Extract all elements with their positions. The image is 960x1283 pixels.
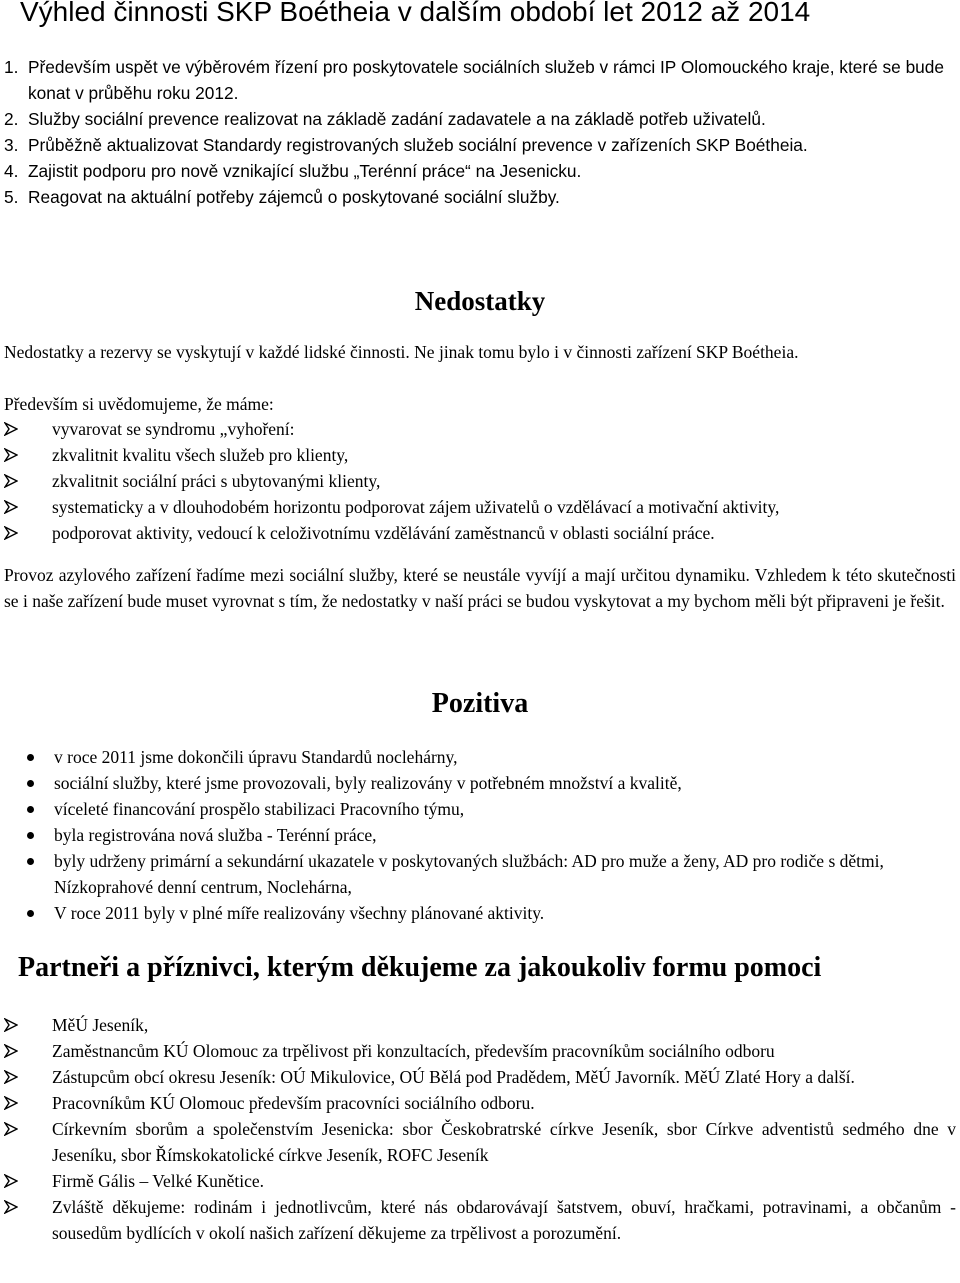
- list-item: [4, 468, 956, 494]
- list-item: [4, 822, 956, 848]
- item-text: Zástupcům obcí okresu Jeseník: OÚ Mikulovice, OÚ Bělá pod Pradědem, MěÚ Javorník. MěÚ Zlaté Hory a další.: [52, 1067, 855, 1087]
- list-item: [4, 520, 956, 546]
- item-text: zkvalitnit kvalitu všech služeb pro klienty,: [52, 445, 349, 465]
- list-item: [4, 494, 956, 520]
- bullet-dot-icon: [27, 832, 34, 839]
- arrow-bullet-icon: [4, 1018, 18, 1032]
- nedostatky-lead: Především si uvědomujeme, že máme:: [4, 394, 274, 414]
- bullet-dot-icon: [27, 806, 34, 813]
- partneri-heading: Partneři a příznivci, kterým děkujeme za jakoukoliv formu pomoci: [18, 952, 822, 983]
- item-number: 4.: [4, 161, 19, 181]
- arrow-bullet-icon: [4, 474, 18, 488]
- item-text: Zajistit podporu pro nově vznikající službu „Terénní práce“ na Jesenicku.: [28, 161, 582, 181]
- list-item: [4, 106, 954, 132]
- item-text: systematicky a v dlouhodobém horizontu podporovat zájem uživatelů o vzdělávací a motivační aktivity,: [52, 497, 780, 517]
- item-text: podporovat aktivity, vedoucí k celoživotnímu vzdělávání zaměstnanců v oblasti sociální práce.: [52, 523, 715, 543]
- arrow-bullet-icon: [4, 1096, 18, 1110]
- item-text: Zaměstnancům KÚ Olomouc za trpělivost při konzultacích, především pracovníkům sociálního odboru: [52, 1041, 775, 1061]
- pozitiva-list: [4, 744, 956, 926]
- item-text: víceleté financování prospělo stabilizaci Pracovního týmu,: [54, 799, 465, 819]
- item-text: MěÚ Jeseník,: [52, 1015, 149, 1035]
- list-item: [4, 442, 956, 468]
- item-text: byly udrženy primární a sekundární ukazatele v poskytovaných službách: AD pro muže a ženy, AD pro rodiče s dětmi, Nízkoprahové denní centrum, Noclehárna,: [54, 851, 884, 897]
- list-item: [4, 158, 954, 184]
- item-text: Pracovníkům KÚ Olomouc především pracovníci sociálního odboru.: [52, 1093, 535, 1113]
- nedostatky-list: [4, 416, 956, 546]
- arrow-bullet-icon: [4, 1122, 18, 1136]
- item-text: V roce 2011 byly v plné míře realizovány všechny plánované aktivity.: [54, 903, 545, 923]
- item-number: 3.: [4, 135, 19, 155]
- item-text: Zvláště děkujeme: rodinám i jednotlivcům, které nás obdarovávají šatstvem, obuví, hračkami, potravinami, a občanům - sousedům bydlících v okolí našich zařízení děkujeme za trpělivost a porozumění.: [52, 1197, 956, 1243]
- bullet-dot-icon: [27, 910, 34, 917]
- arrow-bullet-icon: [4, 526, 18, 540]
- list-item: [4, 1194, 956, 1246]
- item-number: 2.: [4, 109, 19, 129]
- item-text: byla registrována nová služba - Terénní práce,: [54, 825, 377, 845]
- list-item: [4, 900, 956, 926]
- item-text: Průběžně aktualizovat Standardy registrovaných služeb sociální prevence v zařízeních SKP Boétheia.: [28, 135, 808, 155]
- partneri-list: [4, 1012, 956, 1246]
- arrow-bullet-icon: [4, 1174, 18, 1188]
- list-item: [4, 1168, 956, 1194]
- nedostatky-closing: Provoz azylového zařízení řadíme mezi sociální služby, které se neustále vyvíjí a mají určitou dynamiku. Vzhledem k této skutečnosti se i naše zařízení bude muset vyrovnat s tím, že nedostatky v naší práci se budou vyskytovat a my bychom měli být připraveni je řešit.: [4, 565, 956, 611]
- list-item: [4, 744, 956, 770]
- list-item: [4, 1090, 956, 1116]
- item-number: 1.: [4, 57, 19, 77]
- nedostatky-intro: Nedostatky a rezervy se vyskytují v každé lidské činnosti. Ne jinak tomu bylo i v činnosti zařízení SKP Boétheia.: [4, 342, 799, 362]
- item-text: Služby sociální prevence realizovat na základě zadání zadavatele a na základě potřeb uživatelů.: [28, 109, 766, 129]
- bullet-dot-icon: [27, 858, 34, 865]
- pozitiva-heading: Pozitiva: [431, 688, 529, 719]
- list-item: [4, 1038, 956, 1064]
- arrow-bullet-icon: [4, 448, 18, 462]
- list-item: [4, 770, 956, 796]
- item-number: 5.: [4, 187, 19, 207]
- item-text: sociální služby, které jsme provozovali, byly realizovány v potřebném množství a kvalitě,: [54, 773, 682, 793]
- list-item: [4, 1012, 956, 1038]
- item-text: vyvarovat se syndromu „vyhoření:: [52, 419, 295, 439]
- list-item: [4, 54, 954, 106]
- bullet-dot-icon: [27, 780, 34, 787]
- item-text: zkvalitnit sociální práci s ubytovanými klienty,: [52, 471, 381, 491]
- item-text: v roce 2011 jsme dokončili úpravu Standardů noclehárny,: [54, 747, 458, 767]
- list-item: [4, 796, 956, 822]
- list-item: [4, 848, 956, 900]
- item-text: Církevním sborům a společenstvím Jesenicka: sbor Českobratrské církve Jeseník, sbor Církve adventistů sedmého dne v Jeseníku, sbor Římskokatolické církve Jeseník, ROFC Jeseník: [52, 1119, 956, 1165]
- item-text: Reagovat na aktuální potřeby zájemců o poskytované sociální služby.: [28, 187, 560, 207]
- item-text: Firmě Gális – Velké Kunětice.: [52, 1171, 265, 1191]
- arrow-bullet-icon: [4, 500, 18, 514]
- list-item: [4, 184, 954, 210]
- list-item: [4, 416, 956, 442]
- arrow-bullet-icon: [4, 422, 18, 436]
- nedostatky-heading: Nedostatky: [414, 286, 546, 316]
- page-title: Výhled činnosti SKP Boétheia v dalším období let 2012 až 2014: [20, 0, 811, 27]
- item-text: Především uspět ve výběrovém řízení pro poskytovatele sociálních služeb v rámci IP Olomouckého kraje, které se bude konat v průběhu roku 2012.: [28, 57, 945, 103]
- list-item: [4, 132, 954, 158]
- arrow-bullet-icon: [4, 1044, 18, 1058]
- arrow-bullet-icon: [4, 1200, 18, 1214]
- bullet-dot-icon: [27, 754, 34, 761]
- arrow-bullet-icon: [4, 1070, 18, 1084]
- list-item: [4, 1116, 956, 1168]
- list-item: [4, 1064, 956, 1090]
- plans-list: [4, 54, 954, 210]
